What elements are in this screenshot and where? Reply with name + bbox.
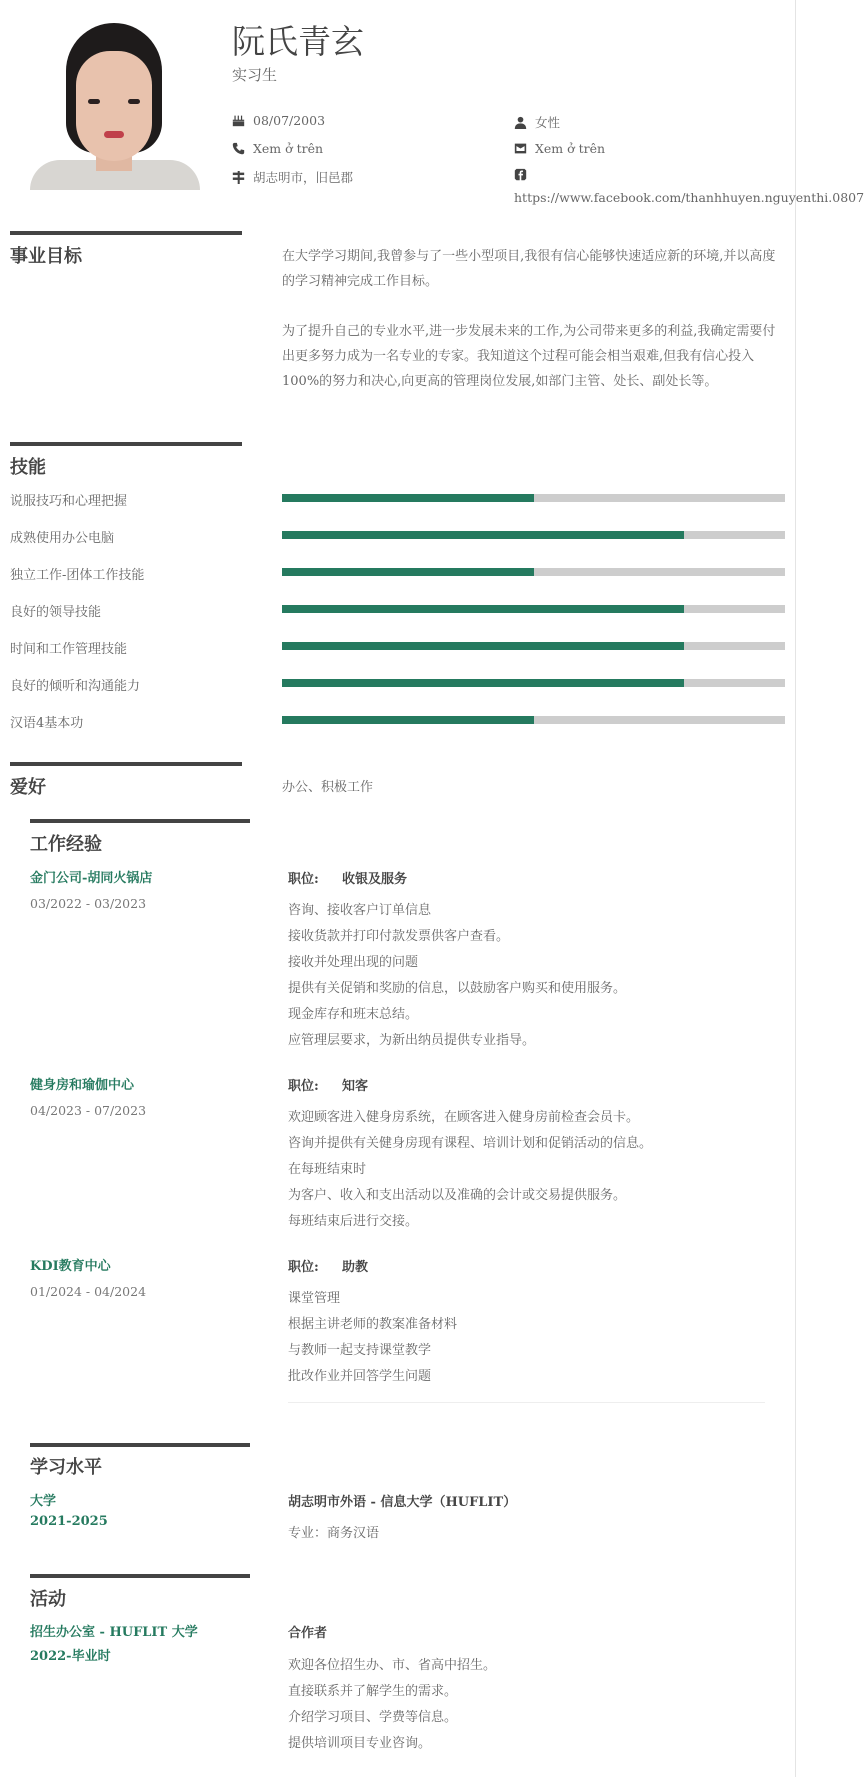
activity-item: 介绍学习项目、学费等信息。 [288, 1710, 458, 1725]
objective-paragraph-1: 在大学学习期间,我曾参与了一些小型项目,我很有信心能够快速适应新的环境,并以高度的学习精神完成工作目标。 [282, 249, 776, 289]
job-date: 01/2024 - 04/2024 [30, 1284, 147, 1299]
job-position: 助教 [342, 1260, 369, 1275]
section-bar [10, 231, 242, 235]
signpost-icon [232, 171, 245, 184]
skill-label: 良好的领导技能 [10, 605, 102, 620]
hobbies-text: 办公、积极工作 [282, 780, 374, 795]
job-duty: 咨询并提供有关健身房现有课程、培训计划和促销活动的信息。 [288, 1136, 653, 1151]
section-bar [10, 762, 242, 766]
objective-paragraph-2: 为了提升自己的专业水平,进一步发展未来的工作,为公司带来更多的利益,我确定需要付出更多努力成为一名专业的专家。我知道这个过程可能会相当艰难,但我有信心投入100%的努力和决心,向更高的管理岗位发展,如部门主管、处长、副处长等。 [282, 324, 776, 389]
experience-heading: 工作经验 [30, 834, 102, 855]
activity-item: 提供培训项目专业咨询。 [288, 1736, 432, 1751]
job-duty: 应管理层要求，为新出纳员提供专业指导。 [288, 1033, 536, 1048]
job-duty: 现金库存和班末总结。 [288, 1007, 419, 1022]
hobbies-heading: 爱好 [10, 777, 46, 798]
job-position: 知客 [342, 1079, 369, 1094]
skill-level-bar [282, 494, 785, 502]
skill-level-fill [282, 494, 534, 502]
job-duty: 在每班结束时 [288, 1162, 367, 1177]
facebook-row [514, 168, 527, 181]
gender-row [514, 113, 560, 131]
candidate-name: 阮氏青玄 [232, 22, 364, 61]
job-duty: 接收并处理出现的问题 [288, 955, 419, 970]
job-date: 04/2023 - 07/2023 [30, 1103, 147, 1118]
skill-level-fill [282, 605, 684, 613]
skill-label: 独立工作-团体工作技能 [10, 568, 145, 583]
skill-level-fill [282, 679, 684, 687]
activity-item: 直接联系并了解学生的需求。 [288, 1684, 458, 1699]
profile-photo [30, 23, 200, 190]
skill-level-bar [282, 605, 785, 613]
facebook-icon [514, 168, 527, 181]
skill-label: 说服技巧和心理把握 [10, 494, 128, 509]
section-bar [30, 819, 250, 823]
education-years: 2021-2025 [30, 1514, 108, 1529]
skill-level-fill [282, 531, 684, 539]
candidate-title: 实习生 [232, 66, 278, 84]
job-duty: 提供有关促销和奖励的信息，以鼓励客户购买和使用服务。 [288, 981, 627, 996]
birthday-row [232, 113, 325, 128]
job-duty: 欢迎顾客进入健身房系统，在顾客进入健身房前检查会员卡。 [288, 1110, 640, 1125]
education-level: 大学 [30, 1494, 57, 1509]
job-duty: 根据主讲老师的教案准备材料 [288, 1317, 458, 1332]
job-company: 健身房和瑜伽中心 [30, 1078, 135, 1093]
skills-heading: 技能 [10, 457, 46, 478]
skill-label: 时间和工作管理技能 [10, 642, 128, 657]
skill-level-bar [282, 568, 785, 576]
activity-period: 2022-毕业时 [30, 1649, 111, 1664]
skill-level-bar [282, 642, 785, 650]
skill-level-bar [282, 679, 785, 687]
job-date: 03/2022 - 03/2023 [30, 896, 147, 911]
job-position: 收银及服务 [342, 872, 408, 887]
major: 专业：商务汉语 [288, 1526, 380, 1541]
skill-level-fill [282, 642, 684, 650]
job-duty: 接收货款并打印付款发票供客户查看。 [288, 929, 510, 944]
activity-item: 欢迎各位招生办、市、省高中招生。 [288, 1658, 497, 1673]
phone: Xem ở trên [253, 141, 324, 156]
phone-icon [232, 142, 245, 155]
section-bar [30, 1574, 250, 1578]
job-duty: 每班结束后进行交接。 [288, 1214, 419, 1229]
email-row [514, 141, 605, 156]
job-position-label: 职位: [288, 1260, 319, 1275]
job-duty: 课堂管理 [288, 1291, 341, 1306]
gender: 女性 [535, 115, 561, 130]
job-duty: 咨询、接收客户订单信息 [288, 903, 432, 918]
cake-icon [232, 114, 245, 127]
skill-label: 良好的倾听和沟通能力 [10, 679, 141, 694]
envelope-icon [514, 142, 527, 155]
job-position-label: 职位: [288, 1079, 319, 1094]
job-duty: 批改作业并回答学生问题 [288, 1369, 432, 1384]
job-position-label: 职位: [288, 872, 319, 887]
job-company: KDI教育中心 [30, 1259, 111, 1274]
skill-level-fill [282, 568, 534, 576]
activities-heading: 活动 [30, 1589, 66, 1610]
skill-level-bar [282, 716, 785, 724]
job-duty: 为客户、收入和支出活动以及准确的会计或交易提供服务。 [288, 1188, 627, 1203]
activity-org: 招生办公室 - HUFLIT 大学 [30, 1625, 198, 1640]
email: Xem ở trên [535, 141, 606, 156]
address: 胡志明市，旧邑郡 [253, 170, 354, 185]
birthday: 08/07/2003 [253, 113, 326, 128]
skill-label: 成熟使用办公电脑 [10, 531, 115, 546]
section-bar [30, 1443, 250, 1447]
school-name: 胡志明市外语 - 信息大学（HUFLIT） [288, 1495, 517, 1510]
job-company: 金门公司-胡同火锅店 [30, 871, 153, 886]
objective-heading: 事业目标 [10, 246, 82, 267]
page-edge-line [795, 0, 796, 1777]
skill-label: 汉语4基本功 [10, 716, 84, 731]
education-heading: 学习水平 [30, 1457, 102, 1478]
skill-level-bar [282, 531, 785, 539]
job-duty: 与教师一起支持课堂教学 [288, 1343, 432, 1358]
skill-level-fill [282, 716, 534, 724]
user-icon [514, 116, 527, 129]
phone-row [232, 141, 323, 156]
activity-role: 合作者 [288, 1626, 328, 1641]
divider [288, 1402, 765, 1403]
address-row [232, 168, 353, 186]
facebook-link[interactable]: https://www.facebook.com/thanhhuyen.nguyenthi.0807 [514, 190, 865, 205]
section-bar [10, 442, 242, 446]
